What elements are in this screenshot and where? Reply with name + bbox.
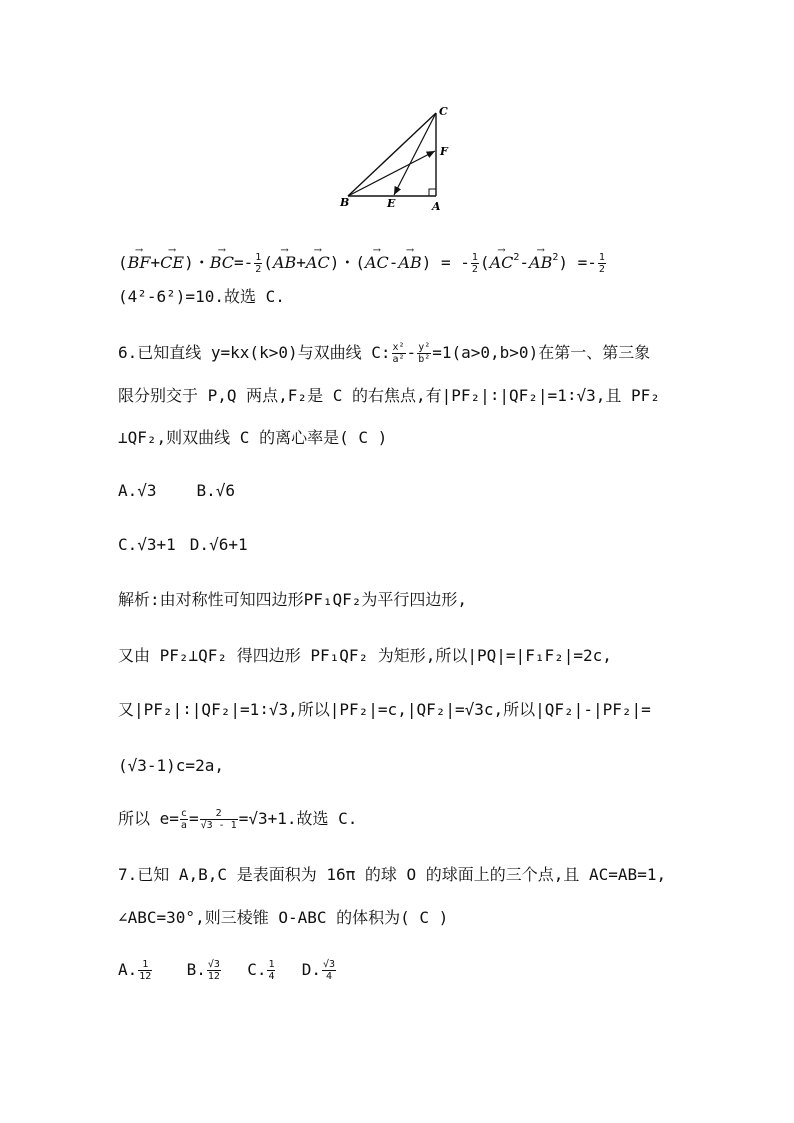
q7-option-a: A. $\frac{1}{12}$ [118,959,152,982]
solution-line-5: 所以 e= $\frac{c}{a}$ = $\frac{2}{√3 - 1}$ =√3+1.故选 C. [118,808,358,831]
solution-line-3: 又|PF₂|∶|QF₂|=1∶√3,所以|PF₂|=c,|QF₂|=√3c,所以|QF₂|-|PF₂|= [118,700,651,719]
q6-option-a: A.√3 [118,481,157,500]
half-fraction-3: $\frac{1}{2}$ [598,252,605,275]
right-angle-mark [429,189,436,196]
solution-line-1: 解析:由对称性可知四边形PF₁QF₂为平行四边形, [118,590,468,609]
half-fraction: $\frac{1}{2}$ [255,252,262,275]
solution-line-2: 又由 PF₂⊥QF₂ 得四边形 PF₁QF₂ 为矩形,所以|PQ|=|F₁F₂|=2c, [118,646,612,665]
q6-line-2: 限分别交于 P,Q 两点,F₂是 C 的右焦点,有|PF₂|∶|QF₂|=1∶√3,且 PF₂ [118,386,660,405]
label-b: B [340,196,350,209]
hyperbola-x-term: $\frac{\text{x²}}{\text{a²}}$ [392,342,405,365]
q7-option-c: C. $\frac{1}{4}$ [247,959,275,982]
vector-bf [348,151,435,196]
half-fraction-2: $\frac{1}{2}$ [471,252,478,275]
side-bc [348,113,436,196]
q7-option-d: D. $\frac{√3}{4}$ [301,959,336,982]
label-e: E [387,197,396,210]
q7-options [118,959,337,982]
e-fraction: $\frac{c}{a}$ [180,808,187,831]
q6-line-3: ⊥QF₂,则双曲线 C 的离心率是( C ) [118,428,388,447]
q6-option-c: C.√3+1 [118,535,176,554]
e-value-fraction: $\frac{2}{√3 - 1}$ [200,808,237,831]
q6-options-ab [118,481,235,501]
q6-options-cd [118,535,248,555]
q7-option-b: B. $\frac{√3}{12}$ [186,959,220,982]
hyperbola-y-term: $\frac{\text{y²}}{\text{b²}}$ [418,342,431,365]
q6-option-d: D.√6+1 [189,535,248,554]
label-c: C [439,105,448,118]
q6-option-b: B.√6 [196,481,236,500]
equation-result: (4²-6²)=10.故选 C. [118,287,285,306]
q6-line-1: 6.已知直线 y=kx(k>0)与双曲线 C: $\frac{\text{x²}}{\text{a²}}$ - $\frac{\text{y²}}{\text{b²}}$ =1(a>0,b>0)在第一、第三象 [118,342,651,365]
q7-line-2: ∠ABC=30°,则三棱锥 O-ABC 的体积为( C ) [118,908,449,927]
label-a: A [432,200,441,213]
label-f: F [440,145,448,158]
triangle-diagram [336,104,466,214]
vector-equation: (→ BF+→ CE)・→ BC=- $\frac{1}{2}$ (→ AB+→ AC)・(→ AC-→ AB) = - $\frac{1}{2}$ (→ $AC^2-\to AB^2$) =- $\frac{1}{2}$ [118,248,607,275]
solution-line-4: (√3-1)c=2a, [118,756,224,775]
q7-line-1: 7.已知 A,B,C 是表面积为 16π 的球 O 的球面上的三个点,且 AC=AB=1, [118,865,667,884]
